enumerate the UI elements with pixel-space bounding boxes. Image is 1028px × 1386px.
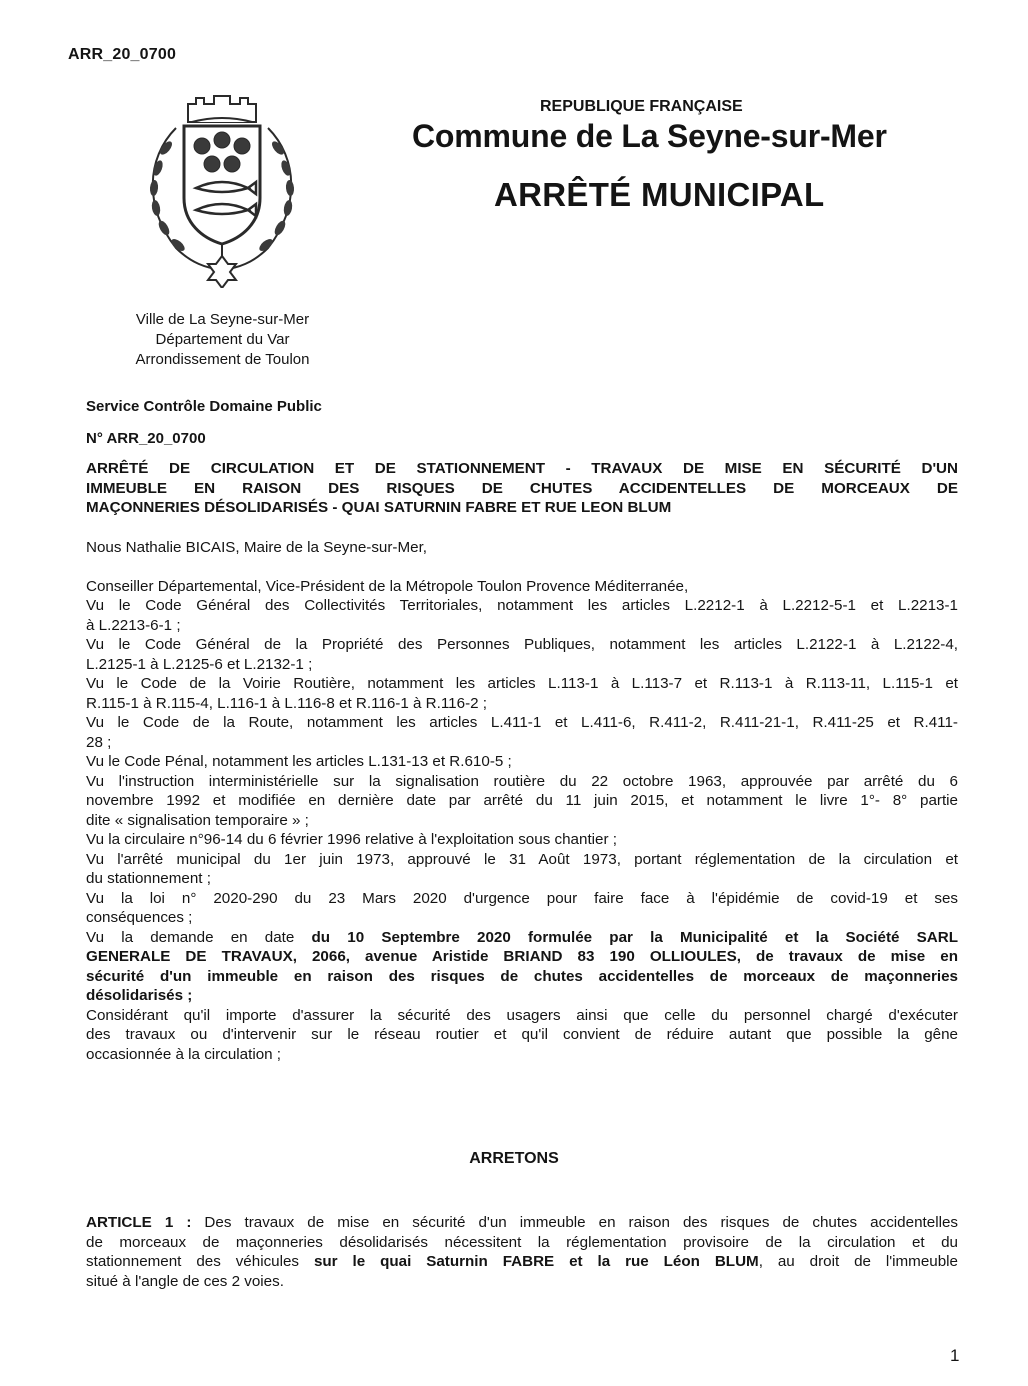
article-1-label: ARTICLE 1 :: [86, 1214, 192, 1231]
issuer-department: Département du Var: [155, 331, 290, 348]
issuer-block: [100, 310, 345, 370]
commune-heading: Commune de La Seyne-sur-Mer: [412, 118, 887, 154]
decree-number: N° ARR_20_0700: [86, 430, 206, 447]
visa-route: Vu le Code de la Route, notamment les articles L.411-1 et L.411-6, R.411-2, R.411-21-1, R.411-25 et R.411- 28 ;: [86, 714, 958, 751]
visa-voirie: Vu le Code de la Voirie Routière, notamment les articles L.113-1 à L.113-7 et R.113-1 à R.113-11, L.115-1 et R.115-1 à R.115-4, L.116-1 à L.116-8 et R.116-1 à R.116-2 ;: [86, 675, 958, 712]
considerant: Considérant qu'il importe d'assurer la sécurité des usagers ainsi que celle du personnel chargé d'exécuter des travaux ou d'intervenir sur le réseau routier et qu'il convient de réduire autant que possible la gêne occasionnée à la circulation ;: [86, 1006, 958, 1063]
issuer-city: Ville de La Seyne-sur-Mer: [135, 311, 310, 328]
republic-heading: REPUBLIQUE FRANÇAISE: [540, 98, 743, 115]
document-type-title: ARRÊTÉ MUNICIPAL: [494, 176, 825, 213]
subject-line: ARRÊTÉ DE CIRCULATION ET DE STATIONNEMENT - TRAVAUX DE MISE EN SÉCURITÉ D'UN: [86, 460, 958, 477]
visa-circulaire: Vu la circulaire n°96-14 du 6 février 1996 relative à l'exploitation sous chantier ;: [86, 831, 617, 848]
decree-preamble: [86, 538, 958, 1064]
arretons-heading: ARRETONS: [469, 1150, 559, 1167]
issuer-arrondissement: Arrondissement de Toulon: [135, 351, 310, 368]
coat-of-arms-icon: [136, 88, 308, 288]
visa-loi-covid: Vu la loi n° 2020-290 du 23 Mars 2020 d'urgence pour faire face à l'épidémie de covid-19 et ses conséquences ;: [86, 889, 958, 926]
visa-demande: Vu la demande en date du 10 Septembre 2020 formulée par la Municipalité et la Société SARL GENERALE DE TRAVAUX, 2066, avenue Aristide BRIAND 83 190 OLLIOULES, de travaux de mise en sécurité d'un immeuble en raison des risques de chutes accidentelles de morceaux de maçonneries désolidarisés ;: [86, 928, 958, 1004]
visa-penal: Vu le Code Pénal, notamment les articles L.131-13 et R.610-5 ;: [86, 753, 512, 770]
mayor-title: Conseiller Départemental, Vice-Président de la Métropole Toulon Provence Méditerranée,: [86, 577, 689, 595]
visa-cgppp: Vu le Code Général de la Propriété des Personnes Publiques, notamment les articles L.2122-1 à L.2122-4, L.2125-1 à L.2125-6 et L.2132-1 ;: [86, 636, 958, 673]
subject-line: IMMEUBLE EN RAISON DES RISQUES DE CHUTES ACCIDENTELLES DE MORCEAUX DE: [86, 479, 958, 497]
page-number: 1: [950, 1346, 960, 1365]
service-name: Service Contrôle Domaine Public: [86, 398, 322, 415]
decree-subject: [86, 459, 958, 518]
document-reference: ARR_20_0700: [68, 46, 177, 63]
article-1: ARTICLE 1 : Des travaux de mise en sécurité d'un immeuble en raison des risques de chutes accidentelles de morceaux de maçonneries désolidarisés nécessitent la réglementation provisoire de la circulation et du stationnement des véhicules sur le quai Saturnin FABRE et la rue Léon BLUM, au droit de l'immeuble situé à l'angle de ces 2 voies.: [86, 1214, 958, 1290]
visa-arrete-1973: Vu l'arrêté municipal du 1er juin 1973, approuvé le 31 Août 1973, portant réglementation de la circulation et du stationnement ;: [86, 850, 958, 887]
visa-cgct: Vu le Code Général des Collectivités Territoriales, notamment les articles L.2212-1 à L.2212-5-1 et L.2213-1 à L.2213-6-1 ;: [86, 597, 958, 634]
subject-line: MAÇONNERIES DÉSOLIDARISÉS - QUAI SATURNIN FABRE ET RUE LEON BLUM: [86, 499, 672, 516]
visa-instruction: Vu l'instruction interministérielle sur la signalisation routière du 22 octobre 1963, approuvée par arrêté du 6 novembre 1992 et modifiée en dernière date par arrêté du 11 juin 2015, et notamment le livre 1°- 8° partie dite « signalisation temporaire » ;: [86, 772, 958, 829]
mayor-statement: Nous Nathalie BICAIS, Maire de la Seyne-sur-Mer,: [86, 539, 428, 556]
